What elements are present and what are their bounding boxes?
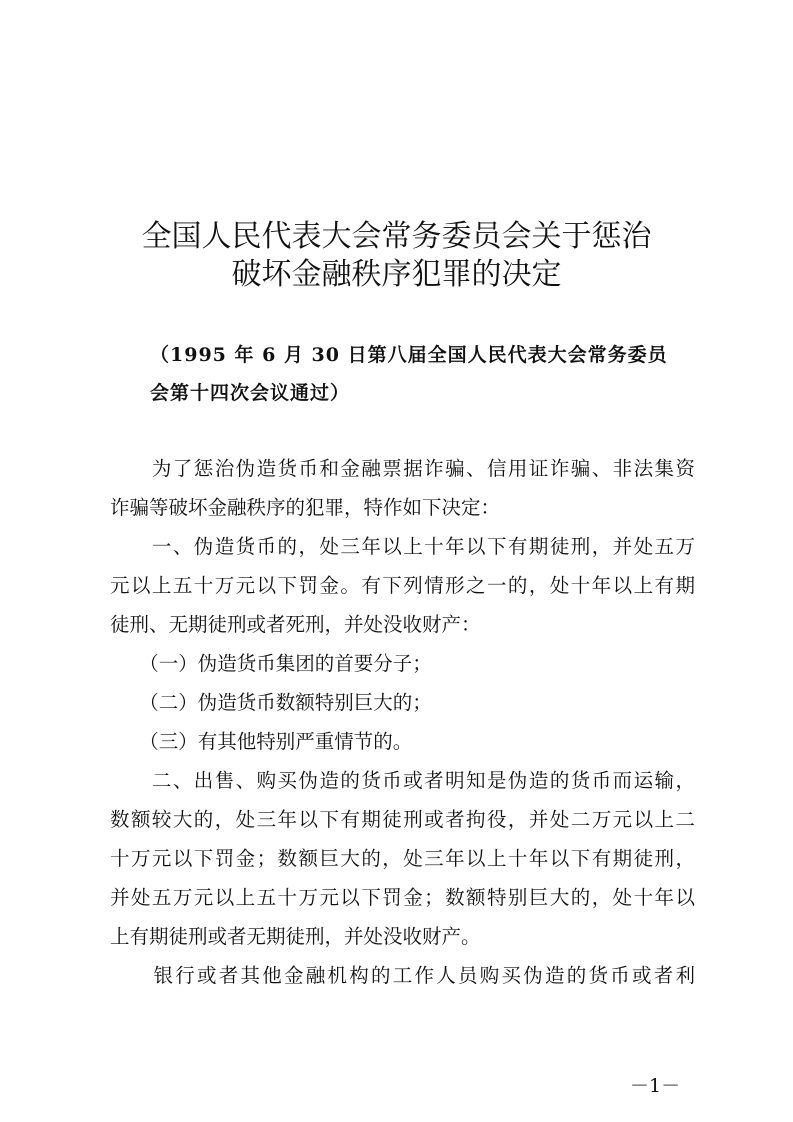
adoption-note-line-1: （1995 年 6 月 30 日第八届全国人民代表大会常务委员	[150, 344, 668, 366]
body-line: 数额较大的，处三年以下有期徒刑或者拘役，并处二万元以上二	[110, 808, 695, 831]
document-title-line-2: 破坏金融秩序犯罪的决定	[231, 257, 562, 292]
body-line: 二、出售、购买伪造的货币或者明知是伪造的货币而运输，	[110, 769, 695, 792]
body-line: 元以上五十万元以下罚金。有下列情形之一的，处十年以上有期	[110, 574, 695, 597]
body-line: （一）伪造货币集团的首要分子；	[110, 652, 432, 675]
body-line: 一、伪造货币的，处三年以上十年以下有期徒刑，并处五万	[110, 535, 695, 558]
page-number: －1－	[630, 1075, 681, 1097]
body-line: 诈骗等破坏金融秩序的犯罪，特作如下决定：	[110, 496, 501, 519]
body-line: （二）伪造货币数额特别巨大的；	[110, 691, 432, 714]
document-title-line-1: 全国人民代表大会常务委员会关于惩治	[141, 219, 652, 254]
body-line: 十万元以下罚金；数额巨大的，处三年以上十年以下有期徒刑，	[110, 847, 695, 870]
adoption-note-line-2: 会第十四次会议通过）	[150, 382, 351, 404]
body-line: 上有期徒刑或者无期徒刑，并处没收财产。	[110, 925, 481, 948]
body-line: 为了惩治伪造货币和金融票据诈骗、信用证诈骗、非法集资	[110, 457, 695, 480]
body-line: 徒刑、无期徒刑或者死刑，并处没收财产：	[110, 613, 481, 636]
body-line: 银行或者其他金融机构的工作人员购买伪造的货币或者利	[110, 964, 695, 987]
body-line: 并处五万元以上五十万元以下罚金；数额特别巨大的，处十年以	[110, 886, 695, 909]
body-line: （三）有其他特别严重情节的。	[110, 730, 413, 753]
